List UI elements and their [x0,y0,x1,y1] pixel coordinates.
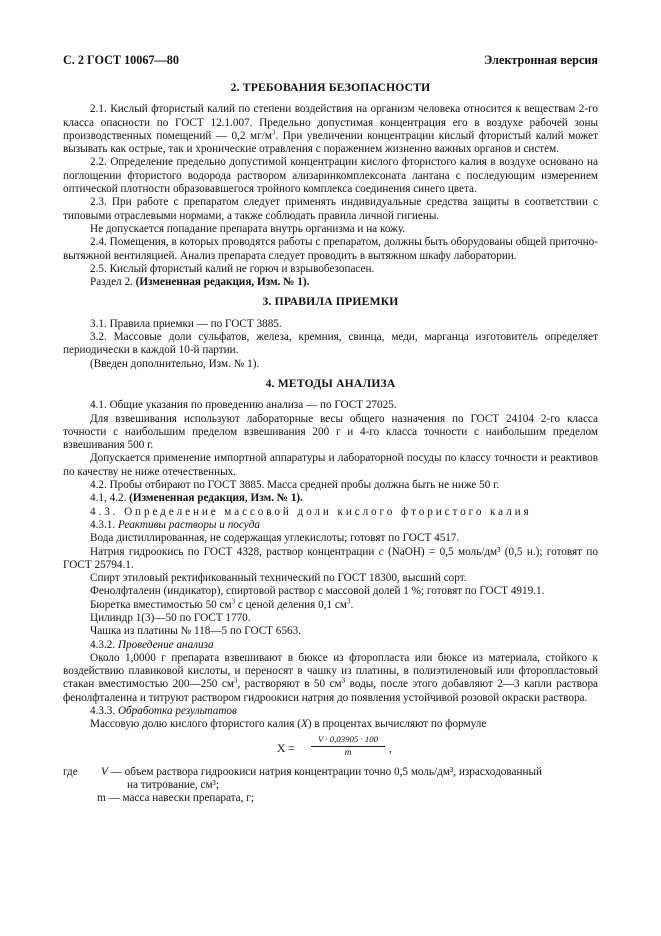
section-3-title: 3. ПРАВИЛА ПРИЕМКИ [262,295,399,309]
section-2-amendment: Раздел 2. (Измененная редакция, Изм. № 1). [90,276,310,289]
paragraph-3-2: 3.2. Массовые доли сульфатов, железа, кремния, свинца, меди, марганца изготовитель определяет периодически в каждой 10-й партии. [63,331,598,357]
paragraph-2-3-note: Не допускается попадание препарата внутрь организма и на кожу. [90,222,406,235]
header-version-label: Электронная версия [484,53,598,67]
section-3-amendment: (Введен дополнительно, Изм. № 1). [90,357,260,370]
paragraph-4-1-weighing: Для взвешивания используют лабораторные весы общего назначения по ГОСТ 24104 2-го класса точности с наибольшим пределом взвешивания 200 г и 4-го класса точности с наибольшим пределом взвешивания 500 г. [63,412,598,452]
paragraph-2-1: 2.1. Кислый фтористый калий по степени воздействия на организм человека относится к веществам 2-го класса опасности по ГОСТ 12.1.007. Предельно допустимая концентрация его в воздухе рабочей зоны производственных помещений — 0,2 $мг/м^3$. При увеличении концентрации кислый фтористый калий может вызывать как острые, так и хронические отравления с поражением жизненно важных органов и систем. [63,103,598,156]
page-header [63,53,598,69]
paragraph-4-1: 4.1. Общие указания по проведению анализа — по ГОСТ 27025. [90,399,397,412]
formula-denominator: m [344,747,352,758]
paragraph-3-1: 3.1. Правила приемки — по ГОСТ 3885. [90,317,282,330]
reagent-water: Вода дистиллированная, не содержащая углекислоты; готовят по ГОСТ 4517. [90,532,460,545]
header-standard-number: С. 2 ГОСТ 10067—80 [63,53,179,67]
equipment-burette: Бюретка вместимостью 50 $см^3$ с ценой деления 0,1 $см^3$. [90,596,354,611]
reagent-ethanol: Спирт этиловый ректификованный технический по ГОСТ 18300, высший сорт. [90,572,467,585]
mass-fraction-formula [63,734,598,762]
reagent-naoh: Натрия гидроокись по ГОСТ 4328, раствор концентрации c (NaOH) = 0,5 моль/дм³ (0,5 н.); готовят по ГОСТ 25794.1. [63,545,599,571]
page-content [63,78,598,806]
paragraph-2-4: 2.4. Помещения, в которых проводятся работы с препаратом, должны быть оборудованы общей приточно-вытяжной вентиляцией. Анализ препарата следует проводить в вытяжном шкафу лаборатории. [63,236,598,262]
formula-comma: , [389,742,392,755]
paragraph-2-5: 2.5. Кислый фтористый калий не горюч и взрывобезопасен. [90,262,375,275]
section-2-title: 2. ТРЕБОВАНИЯ БЕЗОПАСНОСТИ [230,81,431,94]
fraction-bar [311,746,385,747]
paragraph-2-3: 2.3. При работе с препаратом следует применять индивидуальные средства защиты в соответствии с типовыми отраслевыми нормами, а также соблюдать правила личной гигиены. [63,196,598,222]
paragraph-4-2: 4.2. Пробы отбирают по ГОСТ 3885. Масса средней пробы должна быть не ниже 50 г. [90,479,500,492]
formula-numerator: V · 0,03905 · 100 [317,733,379,744]
paragraph-4-3-3-heading: 4.3.3. Обработка результатов [90,705,237,718]
paragraph-4-3-2-heading: 4.3.2. Проведение анализа [90,638,214,651]
equipment-dish: Чашка из платины № 118—5 по ГОСТ 6563. [90,625,301,638]
formula-intro: Массовую долю кислого фтористого калия (X) в процентах вычисляют по формуле [90,718,487,731]
paragraph-2-2: 2.2. Определение предельно допустимой концентрации кислого фтористого калия в воздухе основано на поглощении фтористого водорода раствором ализаринкомплексоната лантана с последующим измерением оптической плотности образовавшегося тройного комплекса соединения синего цвета. [63,156,598,196]
reagent-phenolphthalein: Фенолфталеин (индикатор), спиртовой раствор с массовой долей 1 %; готовят по ГОСТ 4919.1. [90,585,545,598]
equipment-cylinder: Цилиндр 1(3)—50 по ГОСТ 1770. [90,611,251,624]
formula-lhs: X = [277,742,295,755]
section-4-title: 4. МЕТОДЫ АНАЛИЗА [265,376,396,390]
legend-v: где V — объем раствора гидроокиси натрия концентрации точно 0,5 моль/дм³, израсходованный [63,765,542,778]
formula-fraction [311,734,385,759]
section-4-amendment: 4.1, 4.2. (Измененная редакция, Изм. № 1). [90,492,303,505]
paragraph-4-3-1-heading: 4.3.1. Реактивы растворы и посуда [90,518,260,531]
paragraph-4-1-import: Допускается применение импортной аппаратуры и лабораторной посуды по классу точности и реактивов по качеству не ниже отечественных. [63,452,598,478]
analysis-procedure: Около 1,0000 г препарата взвешивают в бюксе из фторопласта или бюксе из материала, стойкого к воздействию плавиковой кислоты, и переносят в чашку из платины, в полиэтиленовый или фторопластовый стакан вместимостью 200—250 $см^3$, растворяют в 50 $см^3$ воды, после этого добавляют 2—3 капли раствора фенолфталеина и титруют раствором гидроокиси натрия до появления устойчивой розовой окраски раствора. [63,651,598,704]
paragraph-4-3-heading: 4.3. Определение массовой доли кислого фтористого калия [90,505,532,518]
legend-m: m — масса навески препарата, г; [97,792,254,805]
legend-v-continued: на титрование, см³; [127,778,219,791]
